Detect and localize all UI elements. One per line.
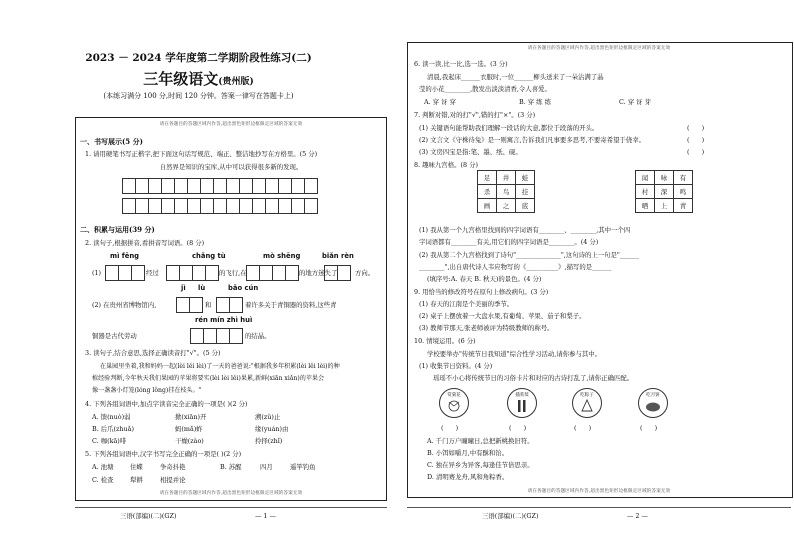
grid2-cell: 闻 [636, 171, 655, 185]
notice-top-right: 请在各题目的答题区域内作答,超出黑色矩形边框限定区域的答案无效 [527, 46, 671, 51]
q4-opt-a1[interactable]: A. 馈(nuò)弱 [92, 413, 131, 421]
footer-rule-left [75, 507, 387, 508]
card-1-label: 赏菊花 [447, 393, 461, 398]
q4-opt-c3: 拎择(zhǐ) [255, 437, 283, 445]
q7-item-2: (2) 文言文《守株待兔》是一则寓言,告诉我们凡事要多思考,不要寄希望于侥幸。 [419, 136, 646, 144]
q5-opt-b1[interactable]: B. 苏醒 [220, 463, 242, 471]
q10-text: 10. 情境运用。(6 分) [414, 337, 476, 345]
q8-line-3: (2) 我从第二个九宫格找到了诗句"______________",这句诗的上一句是"______ [419, 251, 640, 259]
footer-code-right: 三语(部编)(二)(GZ) [482, 512, 539, 520]
q2-pinyin-3: mò shēng [263, 252, 301, 260]
grid2-cell: 晒 [636, 199, 655, 213]
card-3-label: 吃粽子 [580, 393, 594, 398]
q7-paren-2[interactable]: ( ) [687, 136, 705, 144]
q6-line-1: 清晨,我起床______衣服时,一位______柳头送来了一朵沾满了晶 [427, 73, 604, 81]
q2-pinyin-7: bǎo cún [228, 284, 259, 292]
footer-code-left: 三语(部编)(二)(GZ) [120, 512, 177, 520]
q2-text-1c: 的地方迷失了 [299, 269, 338, 277]
q2-pinyin-6: lù [198, 284, 206, 292]
q7-item-3: (3) 文房四宝是指:笔、墨、纸、砚。 [419, 148, 522, 156]
right-page [397, 0, 794, 543]
q10-paren-2[interactable]: ( ) [509, 424, 527, 432]
q1-sentence: 自然界是知识的宝库,从中可以获得很多新的发现。 [159, 163, 303, 171]
q8-line-4: ________",出自唐代诗人韦应物写的《__________》,描写的是______ [419, 263, 612, 271]
edition: (贵州版) [218, 77, 254, 87]
exam-title: 2023 － 2024 学年度第二学期阶段性练习(二) [85, 52, 312, 64]
q4-opt-c1[interactable]: C. 咖(kā)啡 [92, 437, 127, 445]
q5-opt-b3: 遥竿钓鱼 [290, 463, 316, 471]
q2-label-1: (1) [92, 269, 102, 277]
q10-intro: 学校要举办"传统节日我知道"综合性学习活动,请你参与其中。 [427, 350, 602, 358]
q3-line-3: 像一盏盏小灯笼(lóng lǒng)挂在枝头。" [92, 387, 202, 394]
card-chrysanthemum-icon [439, 388, 469, 418]
q3-line-2: 植经验判断,今年秋天我们果园的苹果将要实(lèi lèi lěi)果累,新鲜(xiān xiǎn)的苹果会 [92, 375, 325, 382]
section-1-heading: 一、书写展示(5 分) [80, 137, 143, 146]
grid2-cell: 咏 [655, 171, 674, 185]
q8-line-5: (填序号:A. 春天 B. 秋天)的景色。(4 分) [427, 275, 542, 283]
q3-text: 3. 读句子,结合意思,选择正确读音打"√"。(5 分) [85, 349, 221, 357]
q5-opt-c1[interactable]: C. 检查 [92, 476, 114, 484]
q2-pinyin-8: rén mín zhì huì [195, 316, 253, 324]
section-2-heading: 二、积累与运用(39 分) [80, 225, 155, 234]
writing-grid-row-2[interactable] [122, 198, 318, 214]
q2-box-1[interactable] [105, 265, 145, 281]
q2-text-1d: 方向。 [355, 269, 375, 277]
q4-opt-a3: 溯(zǔ)止 [255, 413, 281, 421]
q7-text: 7. 判断对错,对的打"√",错的打"×"。(3 分) [414, 111, 536, 119]
q4-opt-b2: 蚂(mǎ)蚱 [175, 425, 203, 433]
q2-pinyin-5: jì [181, 284, 186, 292]
q6-line-2: 莹的小花________,散发出淡淡清香,令人喜爱。 [419, 85, 551, 93]
q1-text: 1. 请用硬笔书写正楷字,把下面这句话写规范、端正、整洁地抄写在方格里。(5 分) [85, 150, 318, 158]
q7-paren-1[interactable]: ( ) [687, 124, 705, 132]
grid1-cell: 井 [497, 171, 516, 185]
q5-opt-c2: 犁耕 [130, 476, 143, 484]
grid1-cell: 鸟 [497, 185, 516, 199]
q5-opt-a1[interactable]: A. 池塘 [92, 463, 114, 471]
q9-item-1: (1) 春天的江南是个美丽的季节。 [419, 300, 514, 308]
nine-grid-1 [477, 170, 535, 213]
q9-item-2: (2) 桌子上摆放着一大盘水果,有葡萄、苹果、茄子和梨子。 [419, 312, 586, 320]
q5-opt-b2: 四月 [260, 463, 273, 471]
q2-pinyin-4: biǎn rèn [322, 252, 354, 260]
q10-sub-1b: 瑶瑶不小心将传统节日的习俗卡片和对应的古诗打乱了,请你正确匹配。 [433, 374, 634, 382]
q4-opt-b3: 缘(yuán)由 [255, 425, 289, 433]
q5-opt-c3: 相提并论 [160, 476, 186, 484]
grid2-cell: 有 [674, 171, 693, 185]
q10-paren-1[interactable]: ( ) [441, 424, 459, 432]
q3-line-1: 在巢园里坐着,我和妈妈一起(lèi lěi lèi)了一天的爸爸说:"根据我多年积累(lèi lěi lèi)的种 [100, 363, 340, 370]
grid1-cell: 之 [497, 199, 516, 213]
grid2-cell: 鸣 [674, 185, 693, 199]
notice-bottom-left: 请在各题目的答题区域内作答,超出黑色矩形边框限定区域的答案无效 [159, 491, 303, 496]
grid2-cell: 上 [655, 199, 674, 213]
q6-opt-c[interactable]: C. 穿 讶 芽 [619, 98, 651, 106]
subject-heading [0, 68, 397, 89]
q2-box-2[interactable] [166, 265, 219, 281]
instruction: (本练习满分 100 分,时间 120 分钟。答案一律写在答题卡上) [103, 92, 294, 100]
page-number-left: — 1 — [255, 512, 276, 520]
q10-opt-a: A. 千门万户曈曈日,总把新桃换旧符。 [427, 437, 534, 445]
notice-top-left: 请在各题目的答题区域内作答,超出黑色矩形边框限定区域的答案无效 [159, 122, 303, 127]
q10-paren-4[interactable]: ( ) [640, 424, 658, 432]
q10-opt-c: C. 独在异乡为异客,每逢佳节倍思亲。 [427, 461, 534, 469]
card-dogwood-icon [507, 388, 537, 418]
q2-box-5[interactable] [176, 297, 203, 313]
q2-box-4[interactable] [324, 265, 351, 281]
q2-box-6[interactable] [216, 297, 243, 313]
q8-line-2: 字词语都有________有关,用它们的四字词语是________。(4 分) [419, 238, 599, 246]
q6-opt-a[interactable]: A. 穿 讶 穿 [424, 98, 456, 106]
grid2-cell: 村 [636, 185, 655, 199]
q2-text-3a: 铜器是古代劳动 [92, 332, 137, 340]
q10-sub-1: (1) 收集节日资料。(4 分) [419, 362, 493, 370]
q2-text: 2. 读句子,根据拼音,看拼音写词语。(8 分) [85, 239, 205, 247]
q5-text: 5. 下列各组词语中,汉字书写完全正确的一项是( )(2 分) [85, 450, 242, 458]
q8-text: 8. 趣味九宫格。(8 分) [414, 161, 478, 169]
q4-text: 4. 下列各组词语中,加点字读音完全正确的一项是( )(2 分) [85, 400, 248, 408]
q10-opt-b: B. 小饵如嚼月,中有酥和饴。 [427, 449, 509, 457]
q2-text-2a: (2) 在贵州省博物馆内, [92, 301, 157, 309]
q6-text: 6. 读一读,比一比,选一选。(3 分) [414, 60, 508, 68]
grid1-cell: 蛙 [516, 171, 535, 185]
q2-pinyin-1: mì fēng [110, 252, 140, 260]
grid1-cell: 足 [478, 171, 497, 185]
subject: 三年级语文 [143, 70, 219, 88]
writing-grid-row-1[interactable] [122, 178, 318, 194]
card-mooncake-icon [638, 388, 668, 418]
q7-paren-3[interactable]: ( ) [687, 148, 705, 156]
q10-paren-3[interactable]: ( ) [574, 424, 592, 432]
q4-opt-c2: 干燥(zào) [175, 437, 204, 445]
q5-opt-a3: 争奇抖艳 [160, 463, 186, 471]
q10-opt-d: D. 清明赛龙舟,风和角粽香。 [427, 473, 509, 481]
q2-text-2c: 着许多关于青铜器的资料,这些青 [245, 301, 337, 309]
card-4-label: 吃月饼 [646, 393, 660, 398]
notice-bottom-right: 请在各题目的答题区域内作答,超出黑色矩形边框限定区域的答案无效 [527, 489, 671, 494]
q2-text-3b: 的结晶。 [245, 332, 271, 340]
grid1-cell: 挂 [516, 185, 535, 199]
card-2-label: 插茱萸 [515, 393, 529, 398]
q2-box-7[interactable] [190, 328, 243, 344]
q2-text-1b: 的飞行,在 [219, 269, 247, 277]
q2-text-1a: 经过 [146, 269, 159, 277]
q4-opt-a2: 掀(xiān)开 [175, 413, 207, 421]
grid2-cell: 深 [655, 185, 674, 199]
grid1-cell: 底 [516, 199, 535, 213]
q8-line-1: (1) 我从第一个九宫格里找到的四字词语有________、________,其中一个四 [419, 226, 631, 234]
q9-text: 9. 用恰当的修改符号在原句上修改病句。(3 分) [414, 288, 549, 296]
q2-pinyin-2: chǎng tù [192, 252, 226, 260]
q2-text-2b: 和 [205, 301, 212, 309]
grid1-cell: 杀 [478, 185, 497, 199]
page-number-right: — 2 — [627, 512, 648, 520]
q5-opt-a2: 住蝶 [130, 463, 143, 471]
card-zongzi-icon [572, 388, 602, 418]
q2-box-3[interactable] [246, 265, 299, 281]
nine-grid-2 [635, 170, 693, 213]
q4-opt-b1[interactable]: B. 后爪(zhuǎ) [92, 425, 134, 433]
q7-item-1: (1) 关键语句能帮助我们理解一段话的大意,都位于段落的开头。 [419, 124, 599, 132]
q9-item-3: (3) 教师节那天,张老师被评为特级教师的称号。 [419, 324, 554, 332]
grid1-cell: 画 [478, 199, 497, 213]
grid2-cell: 青 [674, 199, 693, 213]
footer-rule-right [407, 507, 791, 508]
q6-opt-b[interactable]: B. 穿 练 练 [519, 98, 551, 106]
